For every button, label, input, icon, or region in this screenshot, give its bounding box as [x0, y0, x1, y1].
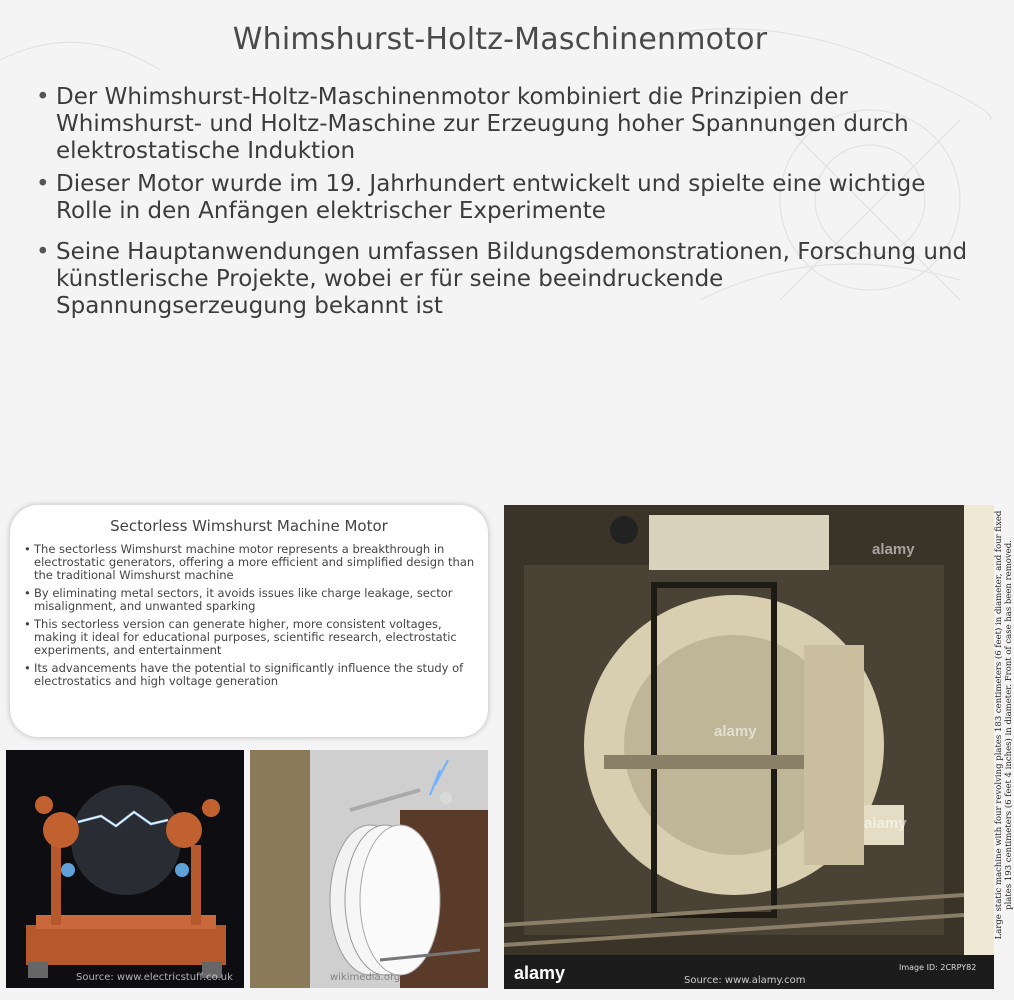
bullet-item: • Seine Hauptanwendungen umfassen Bildungsdemonstrationen, Forschung und künstlerische Projekte, wobei er für seine beeindruckende Spannungserzeugung bekannt ist: [36, 239, 976, 320]
page-title: Whimshurst-Holtz-Maschinenmotor: [232, 22, 768, 57]
main-bullet-list: [36, 84, 976, 326]
photo-sectorless-machine: [250, 750, 488, 988]
panel-title: Sectorless Wimshurst Machine Motor: [110, 517, 388, 535]
photo-source: Source: www.alamy.com: [684, 975, 806, 986]
alamy-watermark: alamy: [872, 541, 915, 558]
alamy-watermark: alamy: [864, 815, 907, 832]
alamy-logo: alamy: [514, 963, 566, 983]
panel-item: • This sectorless version can generate higher, more consistent voltages, making it ideal for educational purposes, scientific research, electrostatic experiments, and entertainment: [24, 618, 479, 657]
panel-item: • Its advancements have the potential to significantly influence the study of electrostatics and high voltage generation: [24, 662, 479, 688]
photo-historical-machine: [504, 505, 1014, 989]
photo-caption: Source: www.electricstuff.co.uk: [76, 972, 233, 983]
panel-item: • The sectorless Wimshurst machine motor represents a breakthrough in electrostatic generators, offering a more efficient and simplified design than the traditional Wimshurst machine: [24, 543, 479, 582]
photo-wooden-machine: [6, 750, 244, 988]
info-panel: [10, 505, 488, 737]
panel-item: • By eliminating metal sectors, it avoids issues like charge leakage, sector misalignment, and unwanted sparking: [24, 587, 479, 613]
bullet-item: • Dieser Motor wurde im 19. Jahrhundert entwickelt und spielte eine wichtige Rolle in den Anfängen elektrischer Experimente: [36, 171, 976, 225]
alamy-watermark: alamy: [714, 723, 757, 740]
bullet-item: • Der Whimshurst-Holtz-Maschinenmotor kombiniert die Prinzipien der Whimshurst- und Holtz-Maschine zur Erzeugung hoher Spannungen durch elektrostatische Induktion: [36, 84, 976, 165]
image-id: Image ID: 2CRPY82: [899, 963, 977, 972]
historical-side-caption: Large static machine with four revolving plates 183 centimeters (6 feet) in diameter, and four fixed plates 193 centimeters (6 feet 4 inches) in diameter. Front of case has been removed.: [994, 510, 1014, 940]
photo-caption: wikimedia.org: [330, 972, 401, 983]
panel-bullet-list: [24, 543, 479, 693]
